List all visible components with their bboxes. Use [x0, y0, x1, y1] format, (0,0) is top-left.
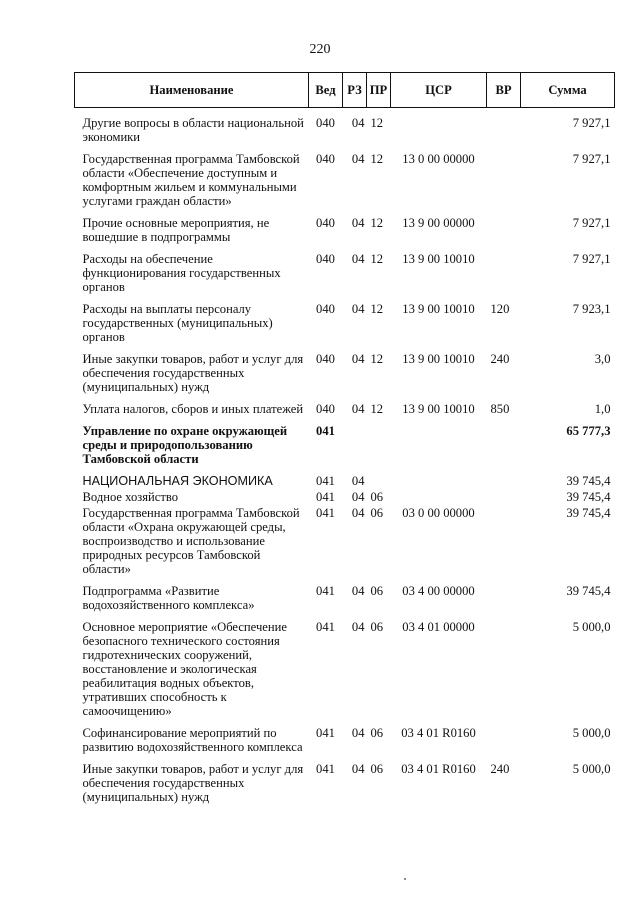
header-csr: ЦСР: [391, 73, 487, 108]
table-row: [75, 416, 615, 466]
cell-vr: [487, 144, 521, 208]
table-row: [75, 344, 615, 394]
table-row: [75, 576, 615, 612]
cell-ved: 041: [316, 584, 335, 598]
cell-vr: 240: [490, 352, 510, 366]
cell-csr: 03 4 01 R0160: [401, 726, 476, 740]
cell-rz: 04: [351, 620, 365, 634]
cell-pr: 12: [370, 252, 384, 266]
table-row: [75, 488, 615, 504]
table-row: [75, 144, 615, 208]
cell-pr: 06: [370, 620, 384, 634]
cell-csr: 03 4 01 00000: [402, 620, 475, 634]
cell-pr: [367, 416, 391, 466]
cell-ved: 041: [316, 506, 335, 520]
cell-ved: 041: [316, 726, 335, 740]
cell-csr: 13 9 00 10010: [402, 352, 475, 366]
cell-rz: 04: [351, 490, 365, 504]
cell-vr: [487, 208, 521, 244]
cell-ved: 040: [316, 152, 335, 166]
cell-sum: 39 745,4: [566, 490, 611, 504]
cell-vr: [487, 576, 521, 612]
cell-rz: 04: [351, 584, 365, 598]
cell-pr: 06: [370, 584, 384, 598]
scan-speck: [404, 878, 406, 880]
cell-sum: 5 000,0: [572, 620, 611, 634]
cell-ved: 040: [316, 302, 335, 316]
cell-sum: 39 745,4: [566, 584, 611, 598]
cell-name: Государственная программа Тамбовской области «Обеспечение доступным и комфортным жильем и коммунальными услугами граждан области»: [82, 152, 300, 208]
table-row: [75, 718, 615, 754]
cell-pr: 12: [370, 352, 384, 366]
cell-csr: 13 9 00 10010: [402, 402, 475, 416]
cell-pr: 06: [370, 762, 384, 776]
cell-rz: 04: [351, 152, 365, 166]
cell-pr: 12: [370, 302, 384, 316]
header-vr: ВР: [487, 73, 521, 108]
header-ved: Вед: [309, 73, 343, 108]
cell-name: Прочие основные мероприятия, не вошедшие в подпрограммы: [82, 216, 270, 244]
cell-ved: 040: [316, 252, 335, 266]
cell-ved: 040: [316, 216, 335, 230]
cell-csr: 13 9 00 00000: [402, 216, 475, 230]
table-row: [75, 208, 615, 244]
cell-ved: 040: [316, 116, 335, 130]
cell-csr: 13 0 00 00000: [402, 152, 475, 166]
cell-vr: 240: [490, 762, 510, 776]
cell-pr: 12: [370, 402, 384, 416]
cell-vr: 850: [490, 402, 510, 416]
cell-sum: 65 777,3: [566, 424, 611, 438]
cell-pr: 06: [370, 490, 384, 504]
table-row: [75, 612, 615, 718]
header-pr: ПР: [367, 73, 391, 108]
cell-name: Подпрограмма «Развитие водохозяйственного комплекса»: [82, 584, 255, 612]
table-row: [75, 504, 615, 576]
cell-name: Иные закупки товаров, работ и услуг для обеспечения государственных (муниципальных) нужд: [82, 762, 304, 804]
cell-name: Софинансирование мероприятий по развитию водохозяйственного комплекса: [82, 726, 303, 754]
cell-csr: 13 9 00 10010: [402, 252, 475, 266]
cell-name: Расходы на обеспечение функционирования государственных органов: [82, 252, 281, 294]
cell-sum: 7 927,1: [572, 152, 611, 166]
cell-csr: 03 0 00 00000: [402, 506, 475, 520]
table-row: [75, 394, 615, 416]
cell-rz: 04: [351, 216, 365, 230]
cell-ved: 040: [316, 352, 335, 366]
cell-sum: 39 745,4: [566, 506, 611, 520]
table-row: [75, 244, 615, 294]
cell-csr: [391, 108, 487, 145]
cell-rz: 04: [351, 506, 365, 520]
cell-rz: 04: [351, 402, 365, 416]
cell-pr: 06: [370, 726, 384, 740]
table-row: [75, 754, 615, 804]
cell-name: Расходы на выплаты персоналу государственных (муниципальных) органов: [82, 302, 273, 344]
cell-vr: [487, 488, 521, 504]
cell-rz: 04: [351, 726, 365, 740]
cell-sum: 39 745,4: [566, 474, 611, 488]
cell-sum: 7 927,1: [572, 216, 611, 230]
cell-csr: 13 9 00 10010: [402, 302, 475, 316]
cell-vr: [487, 244, 521, 294]
cell-name: НАЦИОНАЛЬНАЯ ЭКОНОМИКА: [82, 474, 273, 488]
table-row: [75, 466, 615, 488]
cell-sum: 1,0: [594, 402, 611, 416]
cell-rz: 04: [351, 474, 365, 488]
cell-rz: 04: [351, 302, 365, 316]
cell-sum: 3,0: [594, 352, 611, 366]
cell-vr: [487, 108, 521, 145]
cell-rz: 04: [351, 762, 365, 776]
cell-csr: [391, 466, 487, 488]
cell-name: Управление по охране окружающей среды и природопользованию Тамбовской области: [82, 424, 288, 466]
cell-ved: 041: [316, 490, 335, 504]
cell-csr: [391, 416, 487, 466]
table-row: [75, 108, 615, 145]
cell-pr: 12: [370, 116, 384, 130]
cell-vr: 120: [490, 302, 510, 316]
cell-pr: 06: [370, 506, 384, 520]
cell-vr: [487, 466, 521, 488]
cell-vr: [487, 416, 521, 466]
table-header-row: [75, 73, 615, 108]
cell-pr: 12: [370, 216, 384, 230]
table-row: [75, 294, 615, 344]
cell-name: Государственная программа Тамбовской области «Охрана окружающей среды, воспроизводство и использование природных ресурсов Тамбовской области»: [82, 506, 300, 576]
header-name: Наименование: [75, 73, 309, 108]
cell-ved: 041: [316, 762, 335, 776]
cell-pr: [367, 466, 391, 488]
cell-name: Иные закупки товаров, работ и услуг для обеспечения государственных (муниципальных) нужд: [82, 352, 304, 394]
cell-csr: 03 4 01 R0160: [401, 762, 476, 776]
cell-name: Уплата налогов, сборов и иных платежей: [82, 402, 304, 416]
cell-rz: 04: [351, 116, 365, 130]
cell-sum: 7 927,1: [572, 252, 611, 266]
cell-sum: 7 923,1: [572, 302, 611, 316]
budget-table: [74, 72, 615, 804]
cell-name: Основное мероприятие «Обеспечение безопасного технического состояния гидротехнических сооружений, восстановление и экологическая реабилитация водных объектов, утративших способность к самоочищению»: [82, 620, 287, 718]
cell-ved: 041: [316, 620, 335, 634]
cell-sum: 5 000,0: [572, 762, 611, 776]
cell-rz: 04: [351, 352, 365, 366]
cell-rz: 04: [351, 252, 365, 266]
cell-name: Другие вопросы в области национальной экономики: [82, 116, 304, 144]
cell-ved: 041: [316, 474, 335, 488]
header-sum: Сумма: [521, 73, 615, 108]
page-number: 220: [309, 42, 331, 57]
cell-csr: [391, 488, 487, 504]
cell-name: Водное хозяйство: [82, 490, 179, 504]
cell-ved: 040: [316, 402, 335, 416]
cell-rz: [343, 416, 367, 466]
cell-vr: [487, 504, 521, 576]
cell-vr: [487, 718, 521, 754]
cell-vr: [487, 612, 521, 718]
cell-sum: 5 000,0: [572, 726, 611, 740]
header-rz: РЗ: [343, 73, 367, 108]
cell-csr: 03 4 00 00000: [402, 584, 475, 598]
cell-pr: 12: [370, 152, 384, 166]
cell-sum: 7 927,1: [572, 116, 611, 130]
cell-ved: 041: [316, 424, 335, 438]
